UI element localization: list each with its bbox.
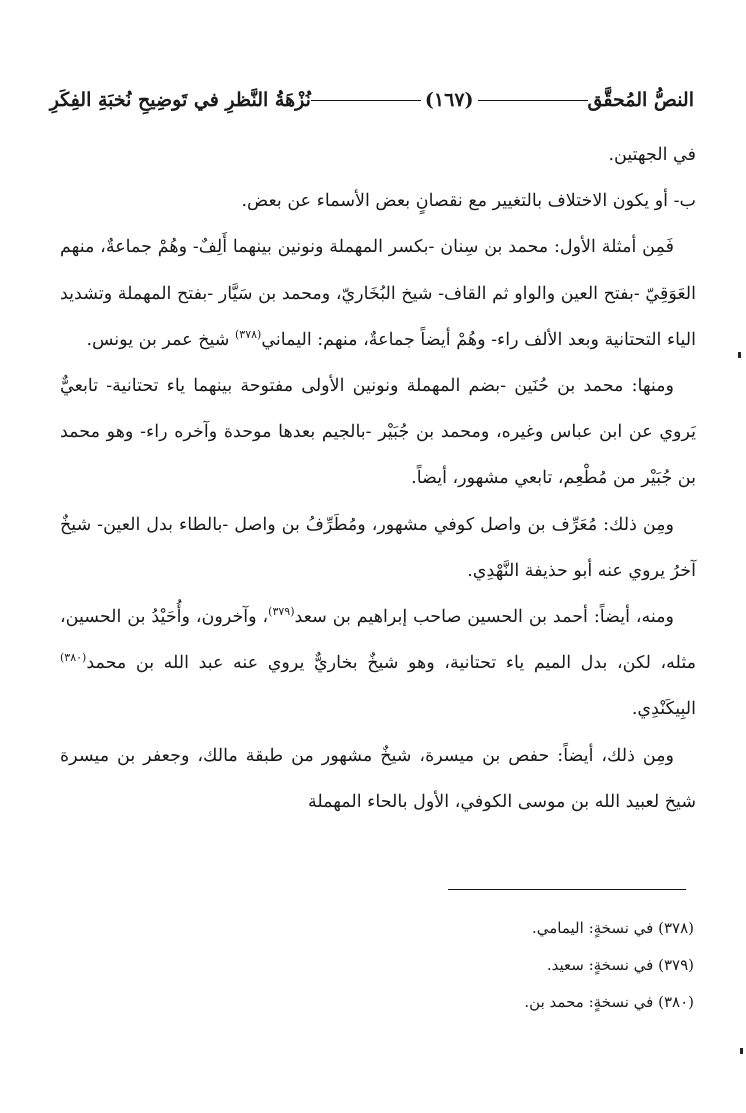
section-label: النصُّ المُحقَّق [587, 89, 694, 111]
main-text [60, 132, 696, 825]
header-rule-right [311, 100, 421, 101]
footnotes [60, 910, 694, 1021]
paragraph: ب- أو يكون الاختلاف بالتغيير مع نقصانٍ بعض الأسماء عن بعض. [241, 191, 696, 212]
paragraph: ومِن ذلك: مُعَرِّف بن واصل كوفي مشهور، ومُطَرِّفُ بن واصل -بالطاء بدل العين- شيخٌ آخرُ يروي عنه أبو حذيفة النَّهْدِي. [60, 514, 696, 581]
footnote: (٣٧٨) في نسخةٍ: اليمامي. [531, 919, 694, 937]
paragraph-text: شيخ عمر بن يونس. [86, 329, 235, 350]
footnote: (٣٨٠) في نسخةٍ: محمد بن. [524, 993, 694, 1011]
page-header [49, 82, 694, 118]
paragraph: في الجهتين. [608, 145, 696, 165]
book-title: نُزْهَةُ النَّظرِ في تَوضِيحِ نُخبَةِ الفِكَرِ [49, 89, 311, 111]
paragraph: ومِن ذلك، أيضاً: حفص بن ميسرة، شيخٌ مشهور من طبقة مالك، وجعفر بن ميسرة شيخ لعبيد الله بن موسى الكوفي، الأول بالحاء المهملة [60, 745, 696, 812]
paragraph: ومنها: محمد بن حُنَين -بضم المهملة ونونين الأولى مفتوحة بينهما ياء تحتانية- تابعيٌّ يَروي عن ابن عباس وغيره، ومحمد بن جُبَيْر -بالجيم بعدها موحدة وآخره راء- وهو محمد بن جُبَيْر من مُطْعِم، تابعي مشهور، أيضاً. [60, 376, 696, 489]
page-number: (١٦٧) [424, 89, 474, 111]
footnote-ref[interactable]: (٣٧٩) [268, 605, 295, 619]
paragraph [60, 224, 696, 363]
paragraph-text: ومنه، أيضاً: أحمد بن الحسين صاحب إبراهيم بن سعد [294, 607, 674, 628]
scan-mark [740, 1048, 743, 1054]
header-rule-left [478, 100, 588, 101]
paragraph-text: البِيكَنْدِي. [631, 699, 696, 720]
footnote-ref[interactable]: (٣٧٨) [235, 327, 262, 341]
footnote-separator [448, 889, 686, 890]
footnote: (٣٧٩) في نسخةٍ: سعيد. [546, 956, 694, 974]
page-number-group [311, 89, 588, 111]
paragraph [60, 594, 696, 733]
paragraph-text: ، وآخرون، وأُحَيْدُ بن الحسين، مثله، لكن، بدل الميم ياء تحتانية، وهو شيخٌ بخاريٌّ يروي عنه عبد الله بن محمد [60, 607, 696, 674]
scan-mark [738, 352, 741, 358]
footnote-ref[interactable]: (٣٨٠) [60, 651, 87, 665]
paragraph-text: فَمِن أمثلة الأول: محمد بن سِنان -بكسر المهملة ونونين بينهما أَلِفٌ- وهُمْ جماعةٌ، منهم العَوَقِيّ -بفتح العين والواو ثم القاف- شيخ البُخَاريّ، ومحمد بن سَيَّار -بفتح المهملة وتشديد الياء التحتانية وبعد الألف راء- وهُمْ أيضاً جماعةٌ، منهم: اليماني [60, 237, 696, 350]
